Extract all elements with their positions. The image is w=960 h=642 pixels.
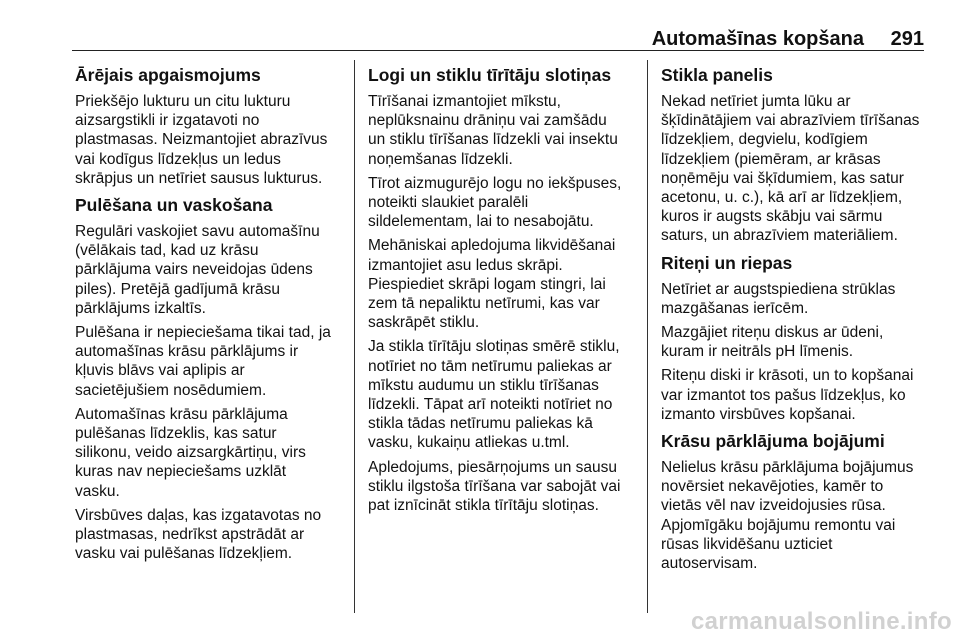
- paragraph: Priekšējo lukturu un citu lukturu aizsargstikli ir izgatavoti no plastmasas. Neizmantojiet abrazīvus vai kodīgus līdzekļus un ledus skrāpjus un netīriet sausus lukturus.: [75, 93, 328, 187]
- column-1: [75, 64, 349, 568]
- page-header: [72, 0, 924, 51]
- watermark: carmanualsonline.info: [690, 608, 952, 635]
- section-heading: Ārējais apgaismojums: [75, 65, 261, 85]
- column-divider: [647, 60, 648, 613]
- paragraph: Netīriet ar augstspiediena strūklas mazgāšanas ierīcēm.: [661, 280, 896, 317]
- column-3: [661, 64, 935, 578]
- paragraph: Ja stikla tīrītāju slotiņas smērē stiklu, notīriet no tām netīrumu paliekas ar mīkstu audumu un stiklu tīrīšanas līdzekli. Tāpat arī noteikti notīriet no stikla tādas netīrumu paliekas kā vasku, kukaiņu atliekas u.tml.: [368, 338, 620, 452]
- section-heading: Stikla panelis: [661, 65, 773, 85]
- paragraph: Mehāniskai apledojuma likvidēšanai izmantojiet asu ledus skrāpi. Piespiediet skrāpi logam stingri, lai zem tā nepaliktu netīrumi, kas var saskrāpēt stiklu.: [368, 237, 616, 332]
- section-heading: Logi un stiklu tīrītāju slotiņas: [368, 65, 612, 85]
- column-divider: [354, 60, 355, 613]
- paragraph: Tīrīšanai izmantojiet mīkstu, neplūksnainu drāniņu vai zamšādu un stiklu tīrīšanas līdzekli vai insektu noņemšanas līdzekli.: [368, 93, 618, 168]
- paragraph: Virsbūves daļas, kas izgatavotas no plastmasas, nedrīkst apstrādāt ar vasku vai pulēšanas līdzekļiem.: [75, 506, 322, 563]
- column-2: [368, 64, 642, 520]
- section-heading: Riteņi un riepas: [661, 252, 793, 273]
- paragraph: Pulēšana ir nepieciešama tikai tad, ja automašīnas krāsu pārklājums ir kļuvis blāvs vai aplipis ar sacietējušiem nosēdumiem.: [75, 324, 331, 399]
- paragraph: Tīrot aizmugurējo logu no iekšpuses, noteikti slaukiet paralēli sildelementam, lai to nesabojātu.: [368, 174, 622, 231]
- paragraph: Mazgājiet riteņu diskus ar ūdeni, kuram ir neitrāls pH līmenis.: [661, 324, 884, 361]
- paragraph: Apledojums, piesārņojums un sausu stiklu ilgstoša tīrīšana var sabojāt vai pat iznīcināt stikla tīrītāju slotiņas.: [368, 458, 621, 515]
- paragraph: Regulāri vaskojiet savu automašīnu (vēlākais tad, kad uz krāsu pārklājuma vairs neveidojas ūdens piles). Pretējā gadījumā krāsu pārklājums izkaltīs.: [75, 223, 320, 317]
- paragraph: Riteņu diski ir krāsoti, un to kopšanai var izmantot tos pašus līdzekļus, ko izmanto virsbūves kopšanai.: [661, 367, 914, 423]
- paragraph: Nelielus krāsu pārklājuma bojājumus novērsiet nekavējoties, kamēr to vietās vēl nav izveidojusies rūsa. Apjomīgāku bojājumu remontu vai rūsas likvidēšanu uzticiet autoservisam.: [661, 459, 914, 573]
- section-heading: Krāsu pārklājuma bojājumi: [661, 431, 885, 452]
- page-title: Automašīnas kopšana: [651, 28, 864, 50]
- paragraph: Automašīnas krāsu pārklājuma pulēšanas līdzeklis, kas satur silikonu, veido aizsargkārtiņu, virs kuras nav nepieciešams uzklāt vasku.: [75, 405, 306, 500]
- section-heading: Pulēšana un vaskošana: [75, 195, 273, 216]
- paragraph: Nekad netīriet jumta lūku ar šķīdinātājiem vai abrazīviem tīrīšanas līdzekļiem, degvielu, kodīgiem līdzekļiem (piemēram, ar krāsas noņēmēju vai šķīdumiem, kas satur acetonu, u. c.), kā arī ar līdzekļiem, kuros ir augsts skābju vai sārmu saturs, un abrazīviem materiāliem.: [661, 93, 920, 245]
- page-number: 291: [890, 28, 924, 50]
